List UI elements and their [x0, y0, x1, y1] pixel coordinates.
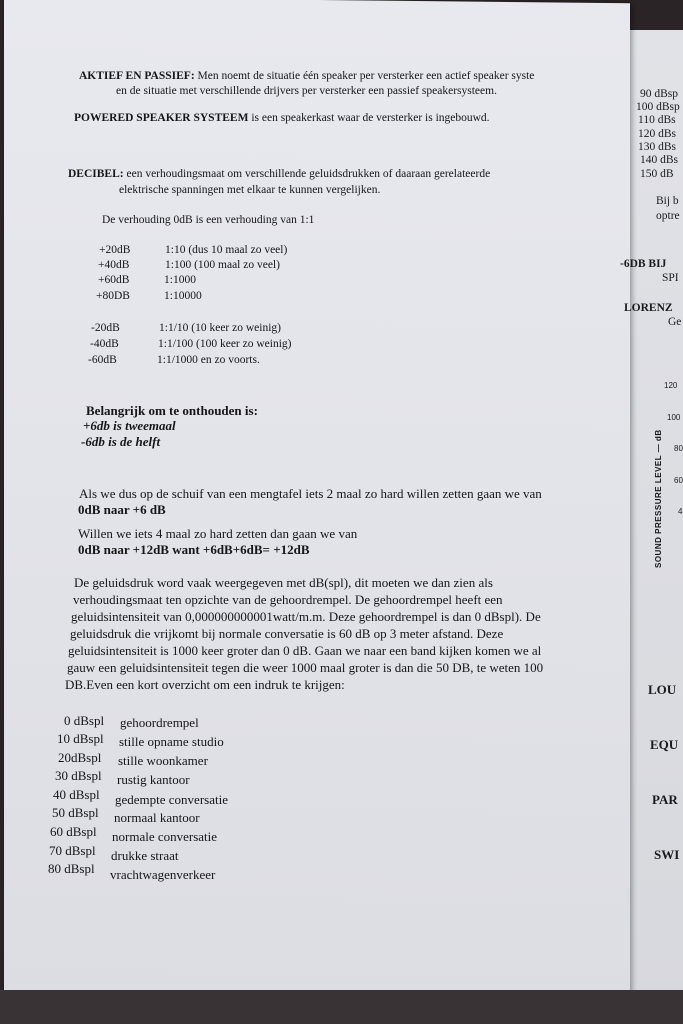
side-heading-lower: EQU — [650, 737, 679, 752]
spl-para-line: gauw een geluidsintensiteit tegen die weer 1000 maal groter is dan die 50 DB, te weten 100 — [67, 660, 544, 675]
side-db-item: 90 dBsp — [640, 88, 679, 100]
example-line-2: 0dB naar +6 dB — [78, 502, 166, 517]
spl-desc: normale conversatie — [112, 829, 218, 844]
side-heading-lorenz: LORENZ — [624, 302, 673, 314]
example-line-4: 0dB naar +12dB want +6dB+6dB= +12dB — [78, 542, 310, 557]
important-line-2: -6db is de helft — [81, 434, 161, 449]
page-shadow — [0, 990, 683, 1024]
spl-desc: gedempte conversatie — [115, 792, 228, 807]
axis-tick: 80 — [674, 444, 683, 453]
side-axis-label: SOUND PRESSURE LEVEL — dB — [654, 429, 663, 568]
spl-para-line: geluidsdruk die vrijkomt bij normale conversatie is 60 dB op 3 meter afstand. Deze — [70, 626, 504, 641]
ratio-pos-db: +60dB — [98, 274, 130, 286]
aktief-line-1 — [79, 69, 534, 84]
spl-level: 10 dBspl — [57, 731, 104, 746]
spl-desc: stille woonkamer — [118, 753, 208, 768]
side-db-item: 140 dBs — [640, 154, 679, 166]
spl-level: 20dBspl — [58, 750, 102, 765]
axis-tick: 60 — [674, 476, 683, 485]
side-heading-6db: -6DB BIJ — [620, 258, 667, 270]
spl-level: 60 dBspl — [50, 824, 97, 839]
spl-desc: drukke straat — [111, 848, 179, 863]
example-line-1: Als we dus op de schuif van een mengtafel iets 2 maal zo hard willen zetten gaan we van — [79, 486, 542, 501]
spl-level: 80 dBspl — [48, 861, 95, 876]
spl-level: 30 dBspl — [55, 768, 102, 783]
spl-desc: vrachtwagenverkeer — [110, 867, 216, 882]
ratio-neg-value: 1:1/10 (10 keer zo weinig) — [159, 322, 281, 334]
ratio-pos-value: 1:1000 — [164, 274, 196, 286]
ratio-pos-value: 1:10000 — [164, 290, 202, 302]
ratio-pos-db: +80DB — [96, 290, 130, 302]
ratio-pos-value: 1:10 (dus 10 maal zo veel) — [165, 244, 288, 256]
side-bij-2: optre — [656, 210, 680, 222]
spl-level: 40 dBspl — [53, 787, 100, 802]
example-line-3: Willen we iets 4 maal zo hard zetten dan gaan we van — [78, 526, 358, 541]
side-db-item: 100 dBsp — [636, 101, 680, 113]
ratio-neg-value: 1:1/1000 en zo voorts. — [157, 354, 260, 366]
ratio-pos-value: 1:100 (100 maal zo veel) — [165, 259, 280, 271]
side-db-item: 130 dBs — [638, 141, 677, 153]
spl-level: 0 dBspl — [64, 713, 105, 728]
side-db-item: 150 dB — [640, 168, 674, 180]
decibel-line-1 — [68, 167, 490, 182]
spl-para-line: verhoudingsmaat ten opzichte van de gehoordrempel. De gehoordrempel heeft een — [73, 592, 503, 607]
side-heading-lower: PAR — [652, 792, 678, 807]
ratio-pos-db: +40dB — [98, 259, 130, 271]
spl-para-line: DB.Even een kort overzicht om een indruk te krijgen: — [65, 677, 345, 692]
spl-para-line: geluidsintensiteit is 1000 keer groter dan 0 dB. Gaan we naar een band kijken komen we al — [68, 643, 542, 658]
side-db-item: 120 dBs — [638, 128, 677, 140]
side-heading-6db-sub: SPI — [662, 272, 679, 284]
powered-text: is een speakerkast waar de versterker is ingebouwd. — [248, 112, 490, 124]
spl-desc: normaal kantoor — [114, 810, 200, 825]
axis-tick: 120 — [664, 381, 678, 390]
spl-para-line: geluidsintensiteit van 0,000000000001watt/m.m. Deze gehoordrempel is dan 0 dBspl). De — [71, 609, 541, 624]
ratio-neg-db: -40dB — [90, 338, 119, 350]
aktief-text-2: en de situatie met verschillende drijvers per versterker een passief speakersysteem. — [116, 85, 497, 97]
side-heading-lorenz-sub: Ge — [668, 316, 682, 328]
side-heading-lower: SWI — [654, 847, 680, 862]
spl-level: 50 dBspl — [52, 805, 99, 820]
decibel-intro: De verhouding 0dB is een verhouding van 1:1 — [102, 214, 315, 226]
aktief-heading: AKTIEF EN PASSIEF: — [79, 70, 195, 82]
side-heading-lower: LOU — [648, 682, 677, 697]
axis-tick: 100 — [667, 413, 681, 422]
side-bij-1: Bij b — [656, 195, 679, 207]
spl-para-line: De geluidsdruk word vaak weergegeven met dB(spl), dit moeten we dan zien als — [74, 575, 493, 590]
decibel-text-1: een verhoudingsmaat om verschillende geluidsdrukken of daaraan gerelateerde — [123, 168, 491, 180]
important-line-1: +6db is tweemaal — [83, 418, 176, 433]
powered-line — [74, 111, 490, 126]
decibel-heading: DECIBEL: — [68, 168, 124, 180]
powered-heading: POWERED SPEAKER SYSTEEM — [74, 112, 249, 124]
spl-level: 70 dBspl — [49, 843, 96, 858]
decibel-text-2: elektrische spanningen met elkaar te kunnen vergelijken. — [119, 184, 381, 196]
important-title: Belangrijk om te onthouden is: — [86, 403, 258, 418]
side-db-item: 110 dBs — [638, 114, 676, 126]
ratio-pos-db: +20dB — [99, 244, 131, 256]
ratio-neg-value: 1:1/100 (100 keer zo weinig) — [158, 338, 292, 350]
spl-desc: gehoordrempel — [120, 715, 199, 730]
spl-desc: rustig kantoor — [117, 772, 190, 787]
spl-desc: stille opname studio — [119, 734, 224, 749]
ratio-neg-db: -20dB — [91, 322, 120, 334]
ratio-neg-db: -60dB — [88, 354, 117, 366]
aktief-text-1: Men noemt de situatie één speaker per versterker een actief speaker syste — [194, 70, 535, 82]
axis-tick: 4 — [678, 507, 683, 516]
